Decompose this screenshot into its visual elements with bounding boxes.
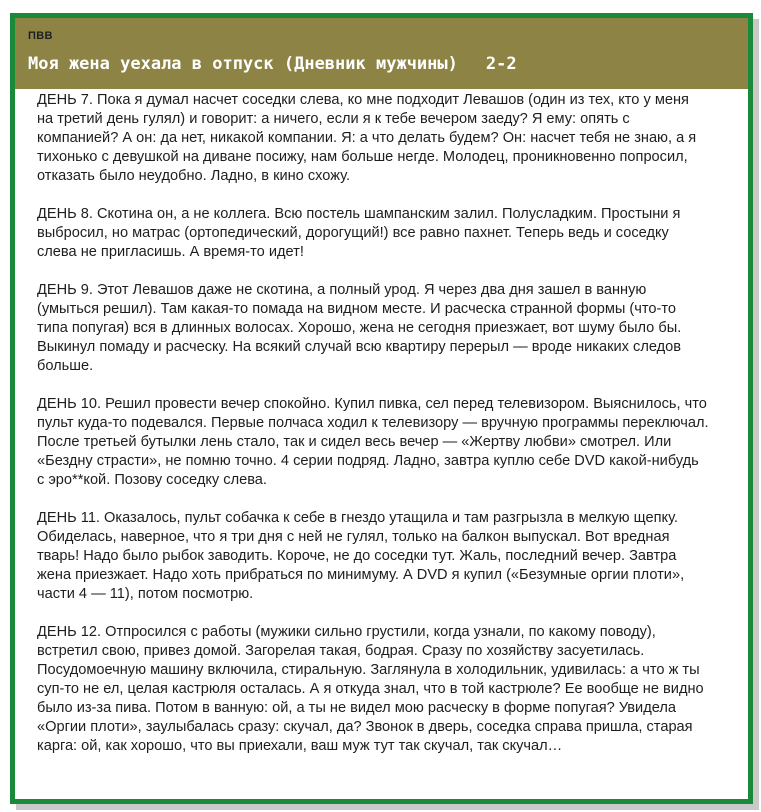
article-body (37, 91, 709, 775)
diary-entry-day-12: ДЕНЬ 12. Отпросился с работы (мужики сильно грустили, когда узнали, по какому поводу), встретил свою, привез домой. Загорелая такая, бодрая. Сразу по хозяйству засуетилась. Посудомоечную машину включила, стиральную. Заглянула в холодильник, удивилась: а что ж ты суп-то не ел, целая кастрюля осталась. А я откуда знал, что в той кастрюле? Ее вообще не видно было из-за пива. Потом в ванную: ой, а ты не видел мою расческу в форме попугая? Увидела «Оргии плоти», заулыбалась сразу: скучал, да? Звонок в дверь, соседка справа пришла, старая карга: ой, как хорошо, что вы приехали, ваш муж тут так скучал, так скучал… (37, 624, 704, 754)
diary-entry-day-9: ДЕНЬ 9. Этот Левашов даже не скотина, а полный урод. Я через два дня зашел в ванную (умыться решил). Там какая-то помада на видном месте. И расческа странной формы (что-то типа попугая) вся в длинных волосах. Хорошо, жена не сегодня приезжает, вот шуму было бы. Выкинул помаду и расческу. На всякий случай всю квартиру перерыл — вроде никаких следов больше. (37, 282, 682, 374)
article-title (28, 54, 517, 74)
title-part: 2-2 (485, 54, 517, 74)
diary-entry-day-11: ДЕНЬ 11. Оказалось, пульт собачка к себе в гнездо утащила и там разгрызла в мелкую щепку. Обиделась, наверное, что я три дня с ней не гулял, только на балкон выпускал. Вот вредная тварь! Надо было рыбок заводить. Короче, не до соседки тут. Жаль, последний вечер. Завтра жена приезжает. Надо хоть прибраться по минимуму. А DVD я купил («Безумные оргии плоти», части 4 — 11), потом посмотрю. (37, 510, 685, 602)
title-text: Моя жена уехала в отпуск (Дневник мужчины) (28, 54, 458, 74)
diary-entry-day-8: ДЕНЬ 8. Скотина он, а не коллега. Всю постель шампанским залил. Полусладким. Простыни я выбросил, но матрас (ортопедический, дорогущий!) все равно пахнет. Теперь ведь и соседку слева не пригласишь. А время-то идет! (37, 206, 681, 260)
site-label: ПВВ (28, 30, 53, 42)
article-header (15, 18, 748, 89)
diary-entry-day-10: ДЕНЬ 10. Решил провести вечер спокойно. Купил пивка, сел перед телевизором. Выяснилось, что пульт куда-то подевался. Первые полчаса ходил к телевизору — вручную программы переключал. После третьей бутылки лень стало, так и сидел весь вечер — «Жертву любви» смотрел. Или «Бездну страсти», не помню точно. 4 серии подряд. Ладно, завтра куплю себе DVD какой-нибудь с эро**кой. Позову соседку слева. (37, 396, 709, 488)
diary-entry-day-7: ДЕНЬ 7. Пока я думал насчет соседки слева, ко мне подходит Левашов (один из тех, кто у меня на третий день гулял) и говорит: а ничего, если я к тебе вечером заеду? Я ему: опять с компанией? А он: да нет, никакой компании. Я: а что делать будем? Он: насчет тебя не знаю, а я тихонько с девушкой на диване посижу, нам больше негде. Молодец, проникновенно попросил, отказать было неудобно. Ладно, в кино схожу. (37, 92, 697, 184)
